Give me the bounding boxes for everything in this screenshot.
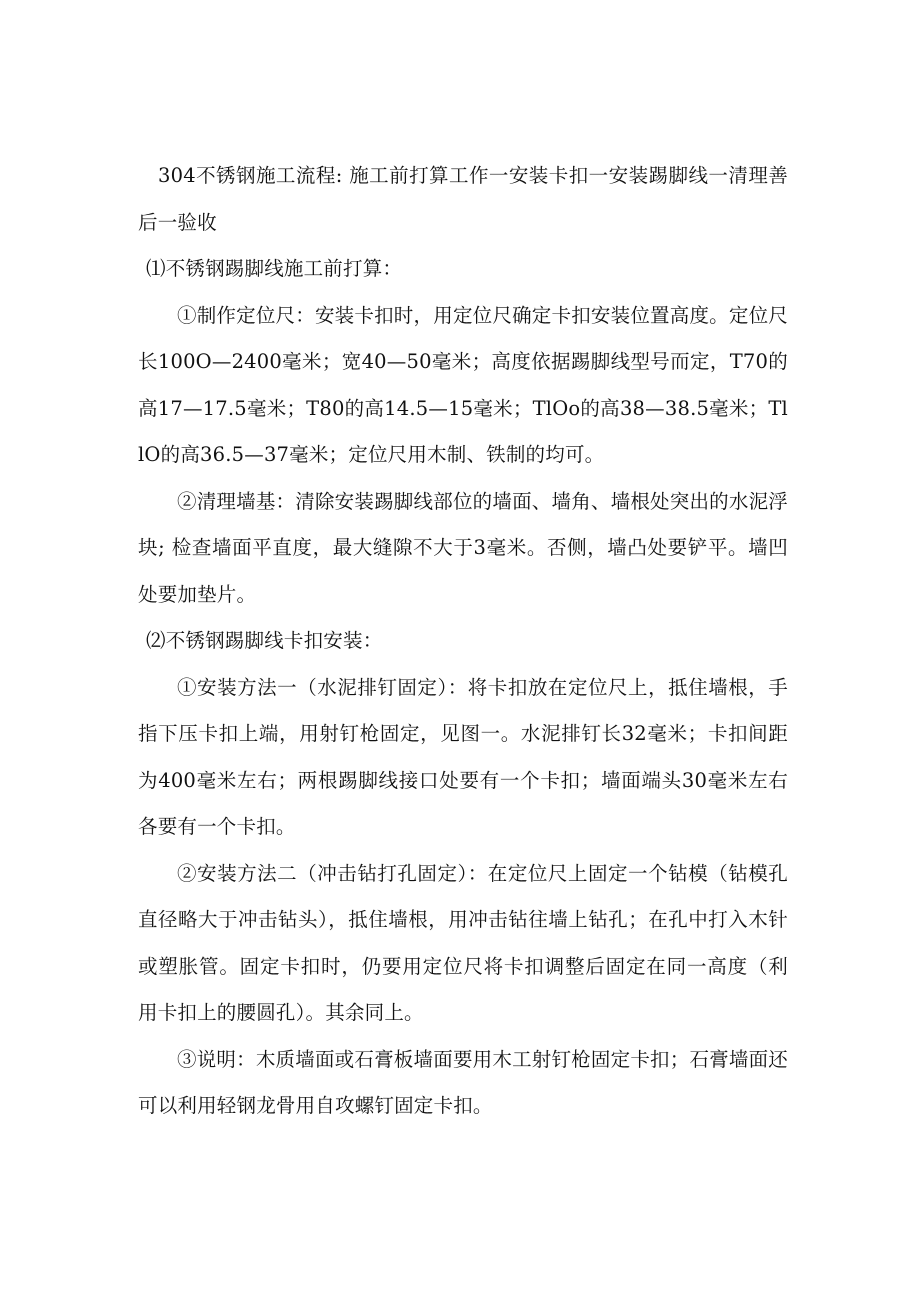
section-heading-clip-installation: ⑵不锈钢踢脚线卡扣安装： <box>146 629 383 652</box>
paragraph-note: ③说明：木质墙面或石膏板墙面要用木工射钉枪固定卡扣；石膏墙面还可以利用轻钢龙骨用自攻螺钉固定卡扣。 <box>138 1047 788 1117</box>
paragraph-positioning-ruler: ①制作定位尺：安装卡扣时，用定位尺确定卡扣安装位置高度。定位尺长100O—2400毫米；宽40—50毫米；高度依据踢脚线型号而定，T70的高17—17.5毫米；T80的高14.5—15毫米；TlOo的高38—38.5毫米；TllO的高36.5—37毫米；定位尺用木制、铁制的均可。 <box>138 303 788 466</box>
paragraph-method-one: ①安装方法一（水泥排钉固定）：将卡扣放在定位尺上，抵住墙根，手指下压卡扣上端，用射钉枪固定，见图一。水泥排钉长32毫米；卡扣间距为400毫米左右；两根踢脚线接口处要有一个卡扣；墙面端头30毫米左右各要有一个卡扣。 <box>138 675 788 838</box>
intro-paragraph: 304不锈钢施工流程: 施工前打算工作一安装卡扣一安装踢脚线一清理善后一验收 <box>138 164 788 234</box>
section-heading-preparation: ⑴不锈钢踢脚线施工前打算： <box>146 257 403 280</box>
document-body <box>138 153 788 1130</box>
paragraph-method-two: ②安装方法二（冲击钻打孔固定）：在定位尺上固定一个钻模（钻模孔直径略大于冲击钻头），抵住墙根，用冲击钻往墙上钻孔；在孔中打入木针或塑胀管。固定卡扣时，仍要用定位尺将卡扣调整后固定在同一高度（利用卡扣上的腰圆孔）。其余同上。 <box>138 861 788 1024</box>
paragraph-clean-wall-base: ②清理墙基：清除安装踢脚线部位的墙面、墙角、墙根处突出的水泥浮块; 检查墙面平直度，最大缝隙不大于3毫米。否侧，墙凸处要铲平。墙凹处要加垫片。 <box>138 489 788 606</box>
